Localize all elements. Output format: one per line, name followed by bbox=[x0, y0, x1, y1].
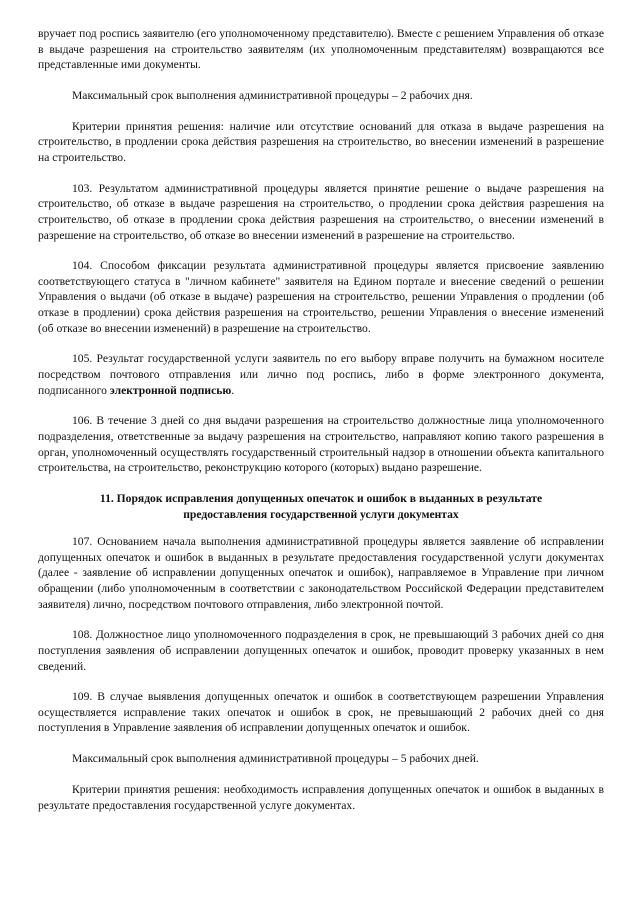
paragraph-105-text: 105. Результат государственной услуги заявитель по его выбору вправе получить на бумажном носителе посредством почтового отправления или лично под роспись, либо в форме электронного документа, подписанного bbox=[38, 352, 604, 397]
paragraph-104: 104. Способом фиксации результата административной процедуры является присвоение заявлению соответствующего статуса в "личном кабинете" заявителя на Едином портале и внесение сведений о решении Управления о выдачи (об отказе в выдаче) разрешения на строительство, решении Управления о продлении (об отказе в продлении) срока действия разрешения на строительство, решении Управления о внесение изменений (об отказе во внесении изменений) в разрешение на строительство. bbox=[38, 259, 604, 335]
paragraph-103: 103. Результатом административной процедуры является принятие решение о выдаче разрешения на строительство, об отказе в выдаче разрешения на строительство, о продлении срока действия разрешения на строительство, об отказе в продлении срока действия разрешения на строительство, о внесении изменений в разрешение на строительство, об отказе во внесении изменений в разрешение на строительство. bbox=[38, 181, 604, 242]
paragraph-108: 108. Должностное лицо уполномоченного подразделения в срок, не превышающий 3 рабочих дней со дня поступления заявления об исправлении допущенных опечаток и ошибок, проводит проверку указанных в нем сведений. bbox=[38, 628, 604, 673]
paragraph-decision-criteria-2: Критерии принятия решения: необходимость исправления допущенных опечаток и ошибок в выданных в результате предоставления государственной услуге документах. bbox=[38, 783, 604, 812]
paragraph-105 bbox=[38, 351, 604, 398]
paragraph-107: 107. Основанием начала выполнения административной процедуры является заявление об исправлении допущенных опечаток и ошибок в выданных в результате предоставления государственной услуги документах (далее - заявление об исправлении допущенных опечаток и ошибок), направляемое в Управление при личном обращении (либо уполномоченным в соответствии с законодательством Российской Федерации представителем заявителя) лично, посредством почтового отправления, либо электронной почтой. bbox=[38, 535, 604, 611]
section-heading-11: 11. Порядок исправления допущенных опечаток и ошибок в выданных в результате предоставления государственной услуги документах bbox=[99, 491, 543, 521]
paragraph-105-tail: . bbox=[231, 383, 235, 397]
paragraph-continuation: вручает под роспись заявителю (его уполномоченному представителю). Вместе с решением Управления об отказе в выдаче разрешения на строительство заявителям (их уполномоченным представителям) возвращаются все представленные ими документы. bbox=[38, 27, 604, 72]
paragraph-109: 109. В случае выявления допущенных опечаток и ошибок в соответствующем разрешении Управления осуществляется исправление таких опечаток и ошибок в срок, не превышающий 2 рабочих дней со дня поступления в Управление заявления об исправлении допущенных опечаток и ошибок. bbox=[38, 690, 604, 735]
paragraph-105-bold-phrase: электронной подписью bbox=[109, 383, 232, 397]
paragraph-max-term-2-days: Максимальный срок выполнения административной процедуры – 2 рабочих дня. bbox=[72, 88, 473, 102]
paragraph-106: 106. В течение 3 дней со дня выдачи разрешения на строительство должностные лица уполномоченного подразделения, ответственные за выдачу разрешения на строительство, направляют копию такого разрешения в орган, уполномоченный осуществлять государственный строительный надзор в отношении объекта капитального строительства, на строительство, реконструкцию которого (которых) выдано разрешение. bbox=[38, 414, 604, 475]
paragraph-decision-criteria: Критерии принятия решения: наличие или отсутствие оснований для отказа в выдаче разрешения на строительство, в продлении срока действия разрешения на строительство, во внесении изменений в разрешение на строительство. bbox=[38, 119, 604, 164]
paragraph-max-term-5-days: Максимальный срок выполнения административной процедуры – 5 рабочих дней. bbox=[72, 752, 479, 766]
